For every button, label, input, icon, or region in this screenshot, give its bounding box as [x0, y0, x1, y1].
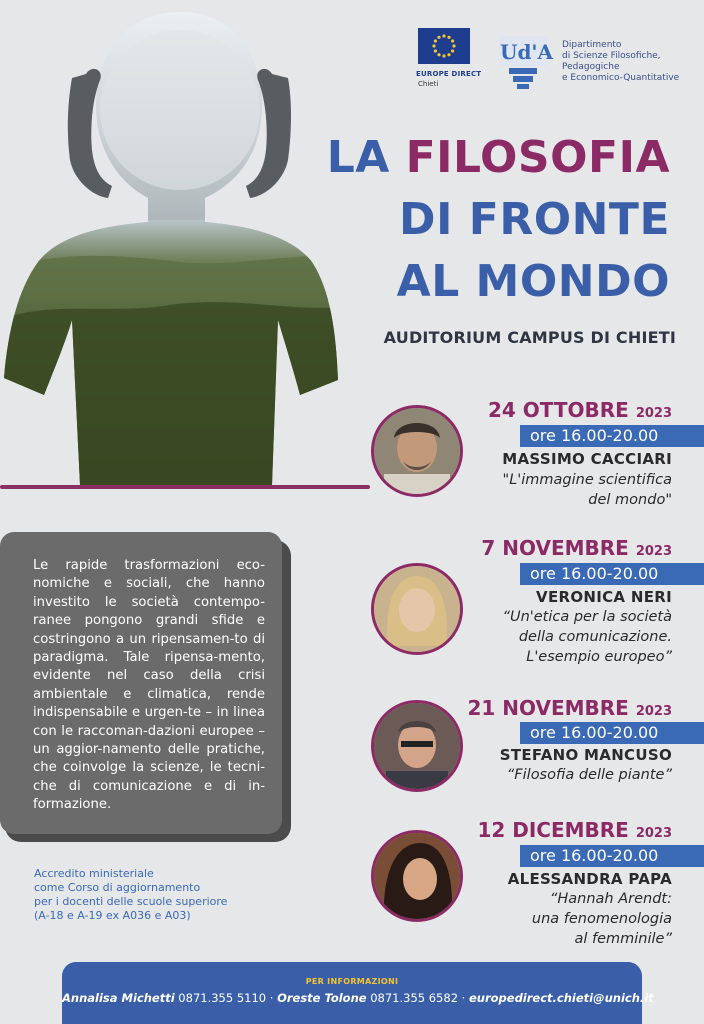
silhouette-illustration [0, 0, 360, 495]
description-text: Le rapide trasformazioni eco-nomiche e sociali, che hanno investito le società contempo-ranee pongono grandi sfide e costringono a un ripensamen-to di paradigma. Tale ripensa-mento, evidente nel caso della crisi ambientale e climatica, rende indispensabile e urgen-te – in linea con le raccoman-dazioni europee – un aggior-namento delle pratiche, che coinvolge la scienze, le tecni-che di comunicazione e di in-formazione. [33, 558, 265, 813]
speaker-photo-mancuso [371, 700, 463, 792]
title-line-2: DI FRONTE [399, 194, 670, 245]
venue-label: AUDITORIUM CAMPUS DI CHIETI [383, 328, 676, 347]
event-time: ore 16.00-20.00 [520, 563, 704, 585]
accreditation-note: Accredito ministeriale come Corso di aggiornamento per i docenti delle scuole superiore (A-18 e A-19 ex A036 e A03) [34, 867, 228, 922]
contact-phone: 0871.355 6582 · [366, 991, 469, 1005]
speaker-name: MASSIMO CACCIARI [502, 450, 672, 468]
footer-contacts [62, 991, 654, 1005]
university-logo-text: Ud'A [500, 40, 554, 64]
event-time: ore 16.00-20.00 [520, 722, 704, 744]
contact-phone: 0871.355 5110 · [174, 991, 278, 1005]
contact-name: Oreste Tolone [277, 991, 367, 1005]
department-name: Dipartimento di Scienze Filosofiche, Pedagogiche e Economico-Quantitative [562, 40, 680, 83]
ground-line-divider [0, 485, 370, 489]
eu-flag-logo [418, 28, 470, 64]
talk-title: “Hannah Arendt: una fenomenologia al femminile” [531, 891, 672, 947]
speaker-name: VERONICA NERI [536, 588, 672, 606]
talk-title: “Filosofia delle piante” [506, 767, 672, 783]
talk-title: "L'immagine scientifica del mondo" [502, 472, 672, 508]
footer-heading: PER INFORMAZIONI [305, 977, 399, 986]
europe-direct-city: Chieti [418, 80, 439, 88]
speaker-name: ALESSANDRA PAPA [507, 870, 672, 888]
event-time: ore 16.00-20.00 [520, 845, 704, 867]
speaker-name: STEFANO MANCUSO [499, 746, 672, 764]
speaker-photo-papa [371, 830, 463, 922]
speaker-photo-neri [371, 563, 463, 655]
title-line-3: AL MONDO [396, 256, 670, 307]
event-time: ore 16.00-20.00 [520, 425, 704, 447]
event-date: 7 NOVEMBRE 2023 [481, 536, 672, 560]
event-date: 24 OTTOBRE 2023 [487, 398, 672, 422]
talk-title: “Un'etica per la società della comunicazione. L'esempio europeo” [502, 609, 672, 665]
title-line-1: LA FILOSOFIA [326, 132, 670, 183]
europe-direct-label: EUROPE DIRECT [416, 70, 482, 78]
event-date: 12 DICEMBRE 2023 [477, 818, 672, 842]
speaker-photo-cacciari [371, 405, 463, 497]
event-date: 21 NOVEMBRE 2023 [467, 696, 672, 720]
contact-name: Annalisa Michetti [62, 991, 175, 1005]
contact-email[interactable]: europedirect.chieti@unich.it [468, 991, 654, 1005]
